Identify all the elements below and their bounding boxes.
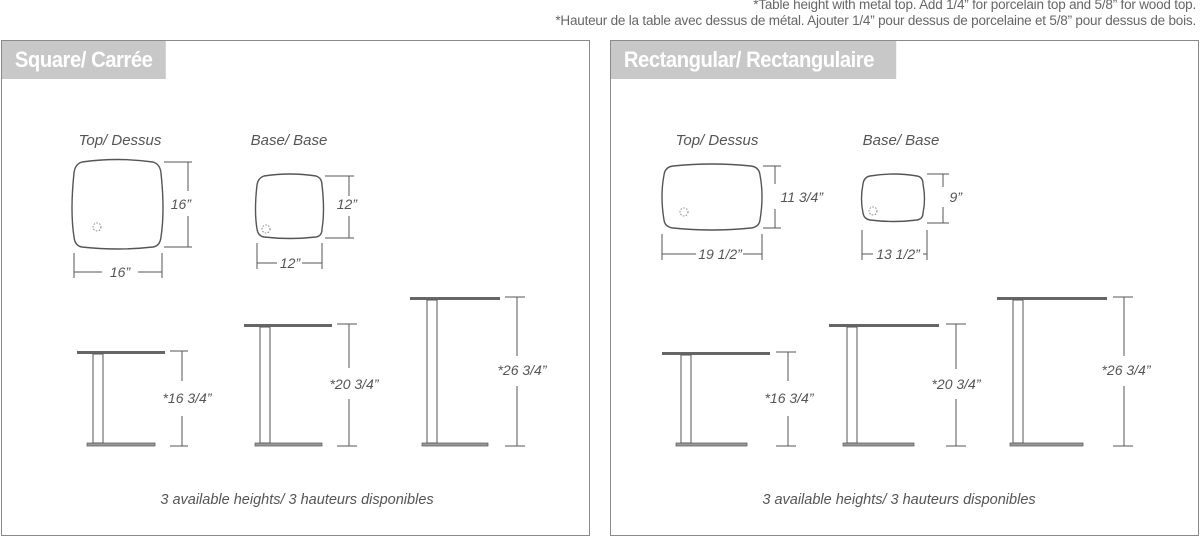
rect-side-table-3 xyxy=(997,297,1107,446)
square-base-label: Base/ Base xyxy=(250,132,328,149)
square-base-width: 12” xyxy=(279,255,301,271)
rect-base-label: Base/ Base xyxy=(862,132,940,149)
square-side-table-3 xyxy=(410,297,500,446)
square-height-2: *20 3/4” xyxy=(329,376,379,392)
square-top-width: 16” xyxy=(109,264,131,280)
note-french: *Hauteur de la table avec dessus de métal. Ajouter 1/4” pour dessus de porcelaine et 5/8” pour dessus de bois. xyxy=(555,13,1196,28)
rect-top-label: Top/ Dessus xyxy=(675,132,759,149)
rect-height-2: *20 3/4” xyxy=(931,376,981,392)
square-top-height: 16” xyxy=(170,196,191,212)
square-top-hole xyxy=(93,223,101,231)
rect-top-width: 19 1/2” xyxy=(698,246,742,262)
square-panel xyxy=(1,40,590,536)
rect-top-height: 11 3/4” xyxy=(780,189,823,205)
rect-base-width: 13 1/2” xyxy=(876,246,920,262)
rectangular-drawing xyxy=(611,41,1200,537)
note-english: *Table height with metal top. Add 1/4” for porcelain top and 5/8” for wood top. xyxy=(753,0,1196,12)
rect-side-table-1 xyxy=(662,352,770,446)
rect-height-3: *26 3/4” xyxy=(1101,362,1151,378)
rect-side-table-2 xyxy=(829,324,939,446)
rect-base-hole xyxy=(869,207,877,215)
rect-base-height: 9” xyxy=(949,189,962,205)
square-base-hole xyxy=(262,225,270,233)
rect-base-shape xyxy=(862,174,925,222)
square-height-1: *16 3/4” xyxy=(162,390,212,406)
square-top-label: Top/ Dessus xyxy=(78,132,162,149)
rect-top-hole xyxy=(680,208,688,216)
square-caption: 3 available heights/ 3 hauteurs disponibles xyxy=(160,492,434,508)
square-side-table-1 xyxy=(77,351,165,446)
square-drawing xyxy=(2,41,591,537)
square-top-shape xyxy=(72,160,163,250)
rectangular-title: Rectangular/ Rectangulaire xyxy=(611,41,896,79)
square-height-3: *26 3/4” xyxy=(497,362,547,378)
rect-caption: 3 available heights/ 3 hauteurs disponibles xyxy=(762,492,1036,508)
rect-height-1: *16 3/4” xyxy=(764,390,814,406)
square-side-table-2 xyxy=(244,324,332,446)
square-title: Square/ Carrée xyxy=(2,41,165,79)
rect-top-shape xyxy=(662,164,762,230)
square-base-shape xyxy=(256,174,324,239)
rectangular-panel xyxy=(610,40,1199,536)
square-base-height: 12” xyxy=(336,196,357,212)
